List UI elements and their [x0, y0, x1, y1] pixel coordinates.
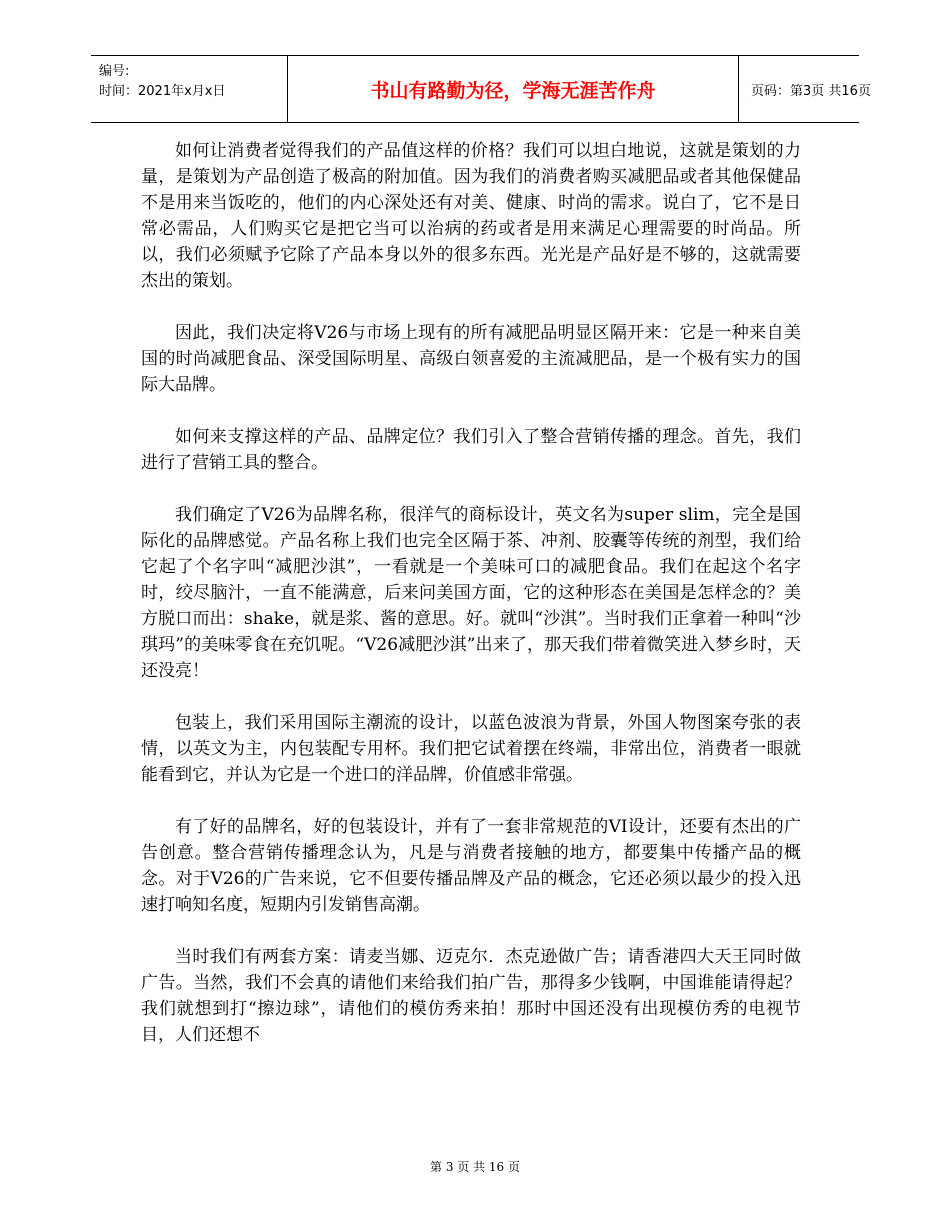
paragraph-7: 当时我们有两套方案：请麦当娜、迈克尔．杰克逊做广告；请香港四大天王同时做广告。当然，我们不会真的请他们来给我们拍广告，那得多少钱啊，中国谁能请得起？我们就想到打“擦边球”，请他们的模仿秀来拍！那时中国还没有出现模仿秀的电视节目，人们还想不 — [141, 947, 801, 1045]
page-header — [91, 55, 871, 123]
document-number-label: 编号: — [99, 64, 130, 79]
header-page-info: 页码：第3页 共16页 — [751, 83, 871, 99]
page-footer: 第 3 页 共 16 页 — [430, 1160, 520, 1174]
paragraph-5: 包装上，我们采用国际主潮流的设计，以蓝色波浪为背景，外国人物图案夸张的表情，以英文为主，内包装配专用杯。我们把它试着摆在终端，非常出位，消费者一眼就能看到它，并认为它是一个进口的洋品牌，价值感非常强。 — [141, 713, 801, 785]
header-motto-cell — [287, 56, 739, 122]
document-time-label: 时间：2021年x月x日 — [99, 84, 226, 99]
paragraph-3: 如何来支撑这样的产品、品牌定位？我们引入了整合营销传播的理念。首先，我们进行了营销工具的整合。 — [141, 427, 801, 473]
paragraph-6: 有了好的品牌名，好的包装设计，并有了一套非常规范的VI设计，还要有杰出的广告创意。整合营销传播理念认为，凡是与消费者接触的地方，都要集中传播产品的概念。对于V26的广告来说，它不但要传播品牌及产品的概念，它还必须以最少的投入迅速打响知名度，短期内引发销售高潮。 — [141, 817, 801, 915]
header-motto: 书山有路勤为径，学海无涯苦作舟 — [370, 79, 656, 102]
paragraph-2: 因此，我们决定将V26与市场上现有的所有减肥品明显区隔开来：它是一种来自美国的时尚减肥食品、深受国际明星、高级白领喜爱的主流减肥品，是一个极有实力的国际大品牌。 — [141, 323, 801, 395]
header-meta — [91, 56, 287, 122]
paragraph-1: 如何让消费者觉得我们的产品值这样的价格？我们可以坦白地说，这就是策划的力量，是策划为产品创造了极高的附加值。因为我们的消费者购买减肥品或者其他保健品不是用来当饭吃的，他们的内心深处还有对美、健康、时尚的需求。说白了，它不是日常必需品，人们购买它是把它当可以治病的药或者是用来满足心理需要的时尚品。所以，我们必须赋予它除了产品本身以外的很多东西。光光是产品好是不够的，这就需要杰出的策划。 — [141, 141, 801, 291]
paragraph-4: 我们确定了V26为品牌名称，很洋气的商标设计，英文名为super slim，完全是国际化的品牌感觉。产品名称上我们也完全区隔于茶、冲剂、胶囊等传统的剂型，我们给它起了个名字叫“减肥沙淇”，一看就是一个美味可口的减肥食品。我们在起这个名字时，绞尽脑汁，一直不能满意，后来问美国方面，它的这种形态在美国是怎样念的？美方脱口而出：shake，就是浆、酱的意思。好。就叫“沙淇”。当时我们正拿着一种叫“沙琪玛”的美味零食在充饥呢。“V26减肥沙淇”出来了，那天我们带着微笑进入梦乡时，天还没亮！ — [141, 505, 801, 681]
document-body — [141, 138, 801, 1074]
